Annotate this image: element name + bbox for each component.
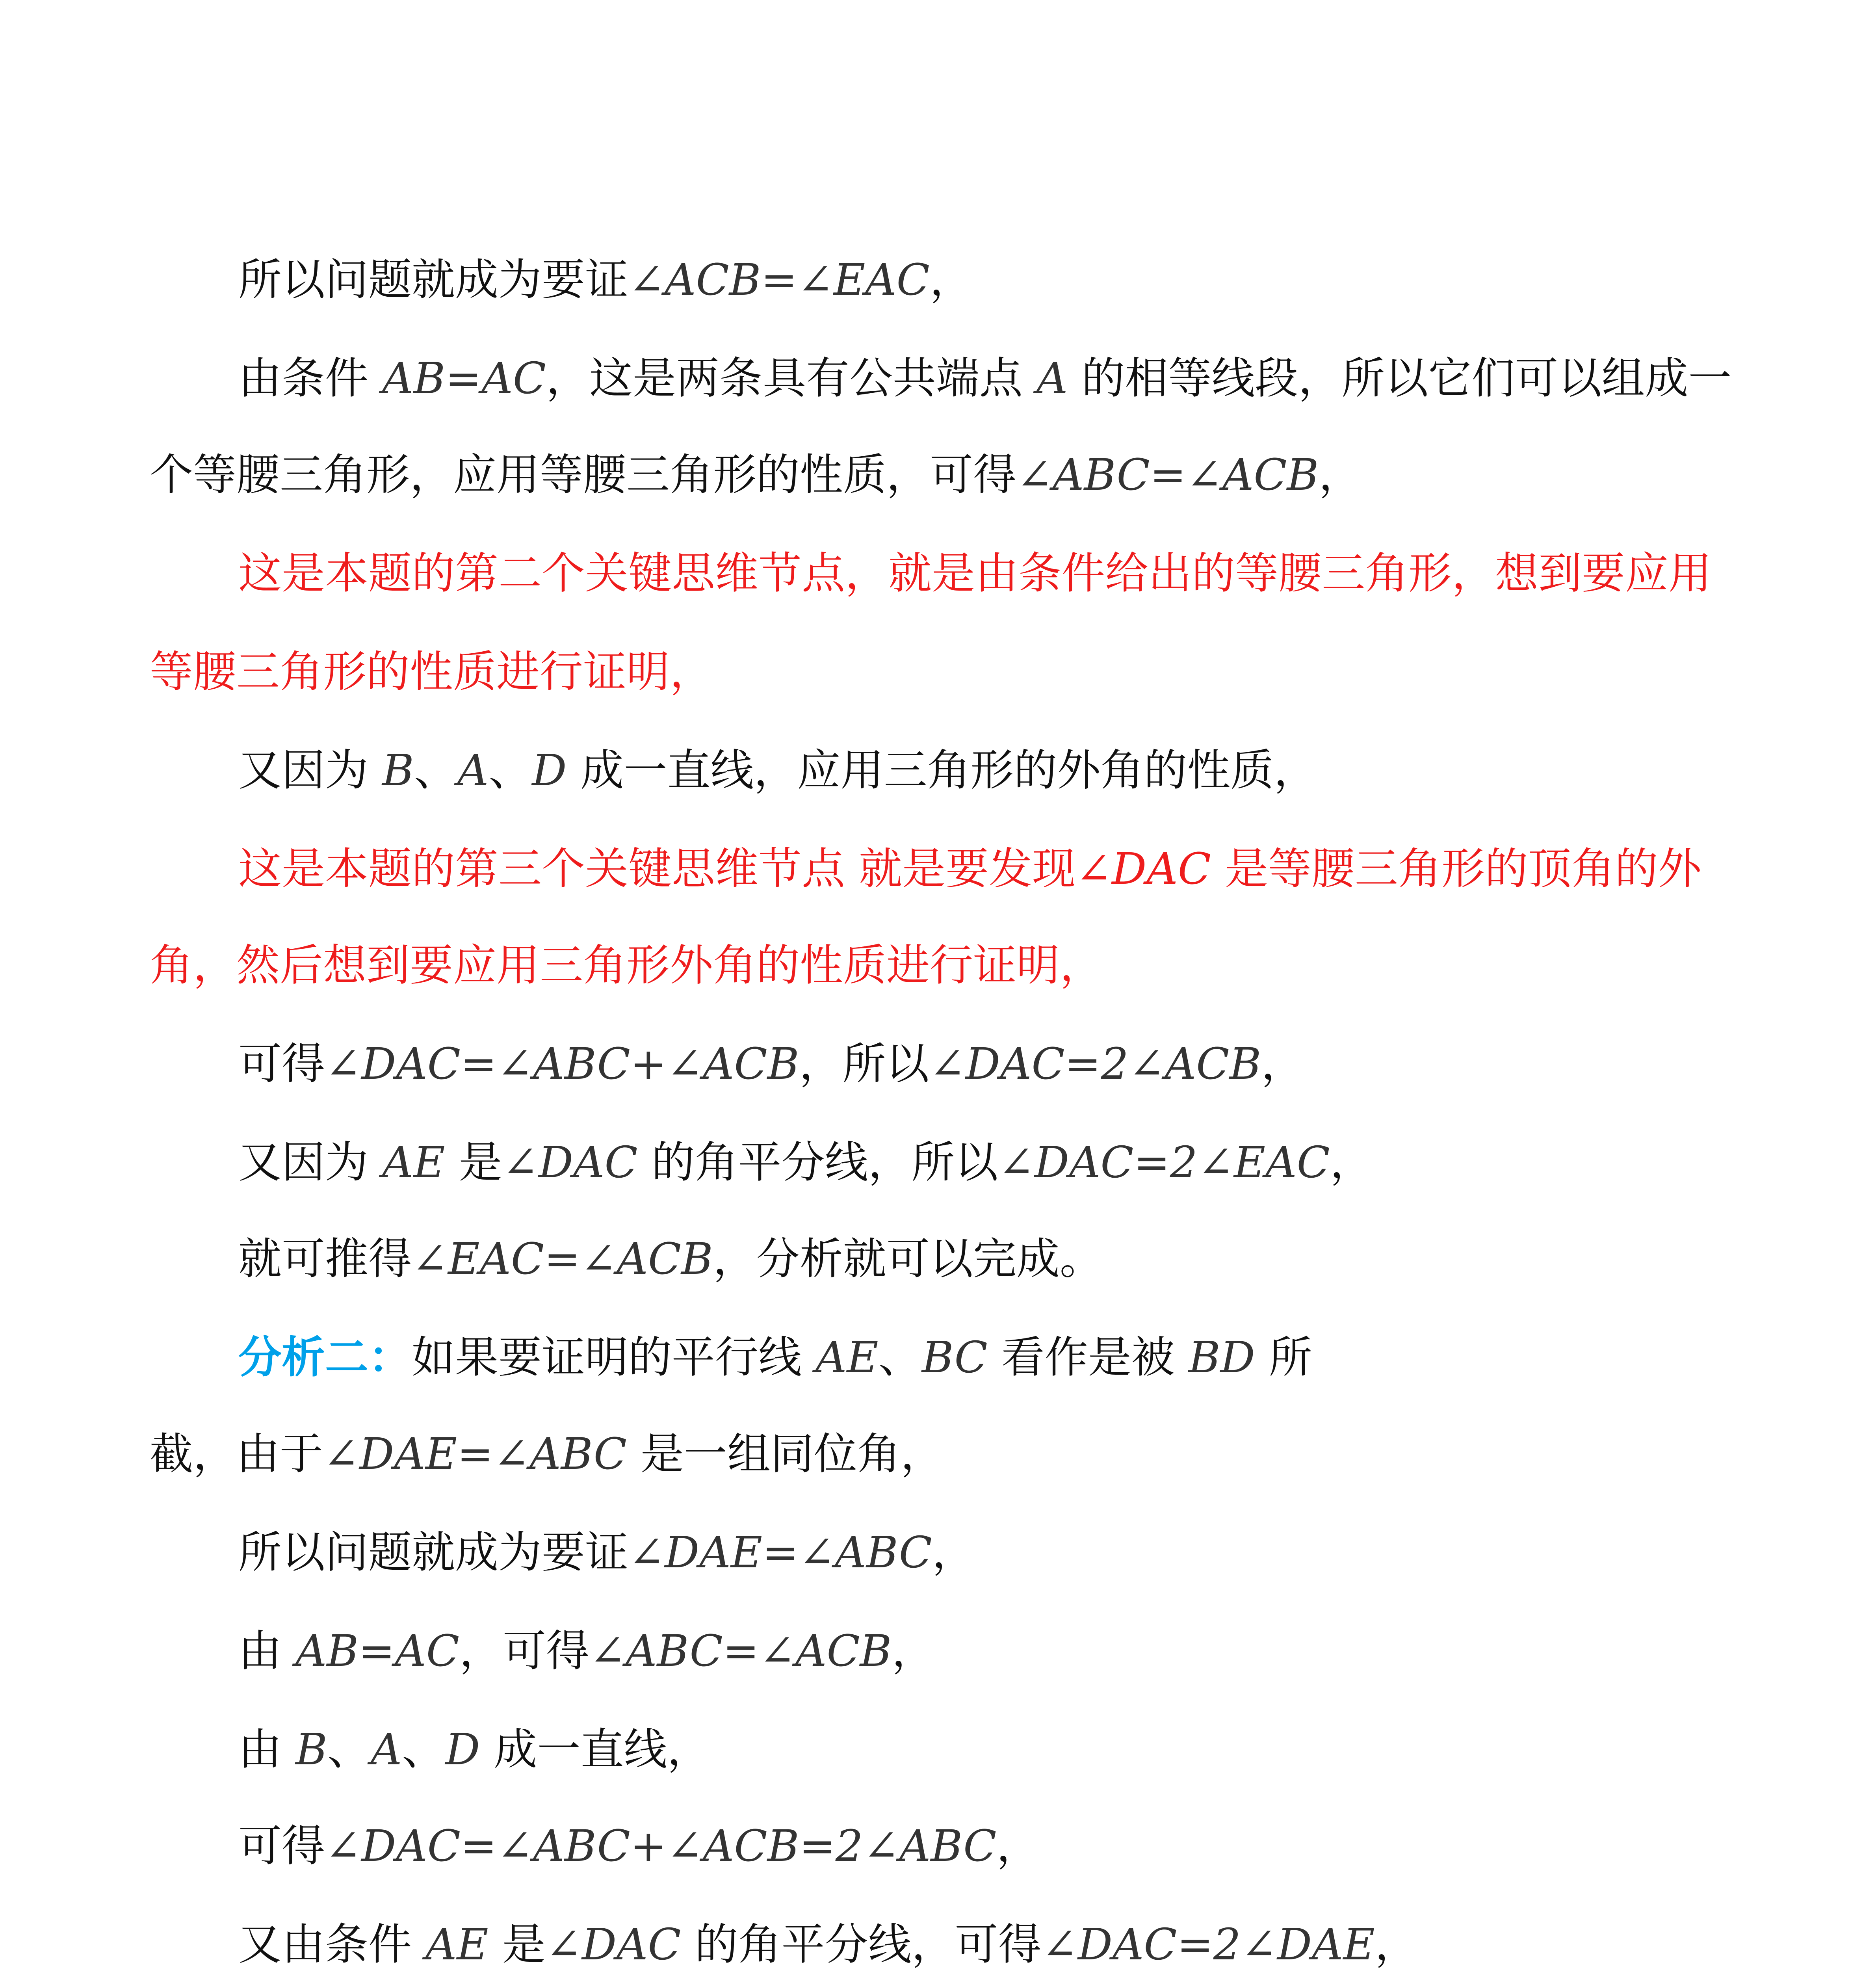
paragraph-6: 可得∠DAC=∠ABC+∠ACB，所以∠DAC=2∠ACB， <box>238 1039 1305 1089</box>
paragraph-2-line-1: 由条件 AB=AC，这是两条具有公共端点 A 的相等线段，所以它们可以组成一 <box>238 353 1732 403</box>
paragraph-10: 所以问题就成为要证∠DAE=∠ABC， <box>238 1527 975 1578</box>
paragraph-11: 由 AB=AC，可得∠ABC=∠ACB， <box>238 1626 935 1676</box>
key-point-3-line-1: 这是本题的第三个关键思维节点 就是要发现∠DAC 是等腰三角形的顶角的外 <box>238 844 1701 894</box>
key-point-2-line-1: 这是本题的第二个关键思维节点，就是由条件给出的等腰三角形，想到要应用 <box>238 548 1712 598</box>
paragraph-2-line-2: 个等腰三角形，应用等腰三角形的性质，可得∠ABC=∠ACB， <box>150 450 1362 500</box>
analysis-two-line-2: 截，由于∠DAE=∠ABC 是一组同位角， <box>150 1429 944 1479</box>
paragraph-13: 可得∠DAC=∠ABC+∠ACB=2∠ABC， <box>238 1821 1040 1871</box>
paragraph-4: 又因为 B、A、D 成一直线，应用三角形的外角的性质， <box>238 745 1317 795</box>
analysis-two-text: 如果要证明的平行线 AE、BC 看作是被 BD 所 <box>412 1332 1312 1383</box>
analysis-two-label: 分析二： <box>238 1332 412 1383</box>
paragraph-12: 由 B、A、D 成一直线， <box>238 1724 711 1775</box>
analysis-two-line-1 <box>238 1328 1838 1387</box>
paragraph-8: 就可推得∠EAC=∠ACB，分析就可以完成。 <box>238 1234 1103 1284</box>
paragraph-14: 又由条件 AE 是∠DAC 的角平分线，可得∠DAC=2∠DAE， <box>238 1919 1418 1970</box>
paragraph-1: 所以问题就成为要证∠ACB=∠EAC， <box>238 255 973 305</box>
key-point-2-line-2: 等腰三角形的性质进行证明， <box>150 647 713 697</box>
key-point-3-line-2: 角，然后想到要应用三角形外角的性质进行证明， <box>150 940 1103 991</box>
paragraph-7: 又因为 AE 是∠DAC 的角平分线，所以∠DAC=2∠EAC， <box>238 1137 1373 1188</box>
